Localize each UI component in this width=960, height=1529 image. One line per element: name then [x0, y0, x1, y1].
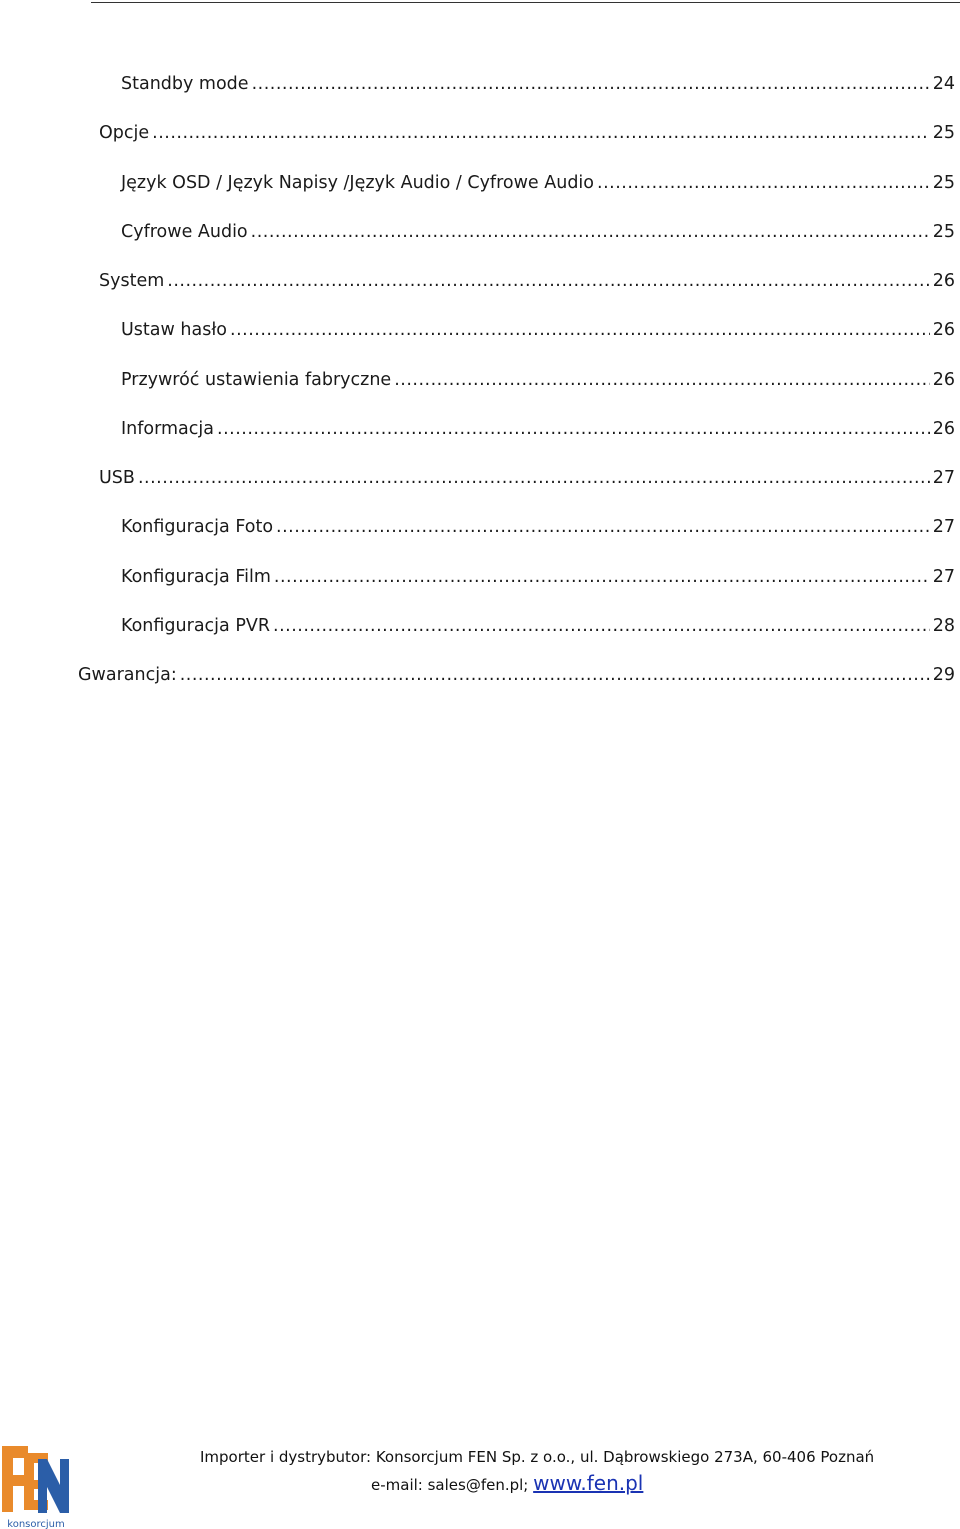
- toc-dot-leader: [273, 616, 930, 636]
- toc-entry-title: Opcje: [99, 123, 150, 144]
- logo-subtext: konsorcjum: [7, 1519, 65, 1529]
- toc-page-number: 28: [932, 615, 955, 636]
- toc-entry-title: Przywróć ustawienia fabryczne: [121, 369, 392, 390]
- toc-page-number: 26: [932, 369, 955, 390]
- toc-entry[interactable]: [99, 468, 955, 494]
- toc-dot-leader: [180, 665, 930, 685]
- toc-page-number: 25: [932, 221, 955, 242]
- top-rule: [91, 2, 960, 3]
- toc-page-number: 27: [932, 517, 955, 538]
- toc-entry[interactable]: [121, 222, 955, 248]
- toc-entry[interactable]: [99, 271, 955, 297]
- importer-info: Importer i dystrybutor: Konsorcjum FEN Sp. z o.o., ul. Dąbrowskiego 273A, 60-406 Poznań: [200, 1448, 875, 1466]
- toc-page-number: 26: [932, 418, 955, 439]
- toc-dot-leader: [217, 419, 930, 439]
- toc-dot-leader: [276, 517, 930, 537]
- toc-dot-leader: [251, 222, 930, 242]
- toc-entry-title: Ustaw hasło: [121, 320, 227, 341]
- toc-dot-leader: [274, 567, 930, 587]
- toc-page-number: 25: [932, 123, 955, 144]
- toc-entry[interactable]: [121, 616, 955, 642]
- toc-dot-leader: [152, 123, 930, 143]
- toc-entry[interactable]: [121, 517, 955, 543]
- toc-entry[interactable]: [78, 665, 955, 691]
- toc-dot-leader: [597, 173, 930, 193]
- website-link[interactable]: www.fen.pl: [533, 1471, 644, 1495]
- toc-entry[interactable]: [121, 370, 955, 396]
- toc-entry-title: System: [99, 271, 165, 291]
- toc-entry-title: Język OSD / Język Napisy /Język Audio / Cyfrowe Audio: [121, 172, 594, 193]
- toc-dot-leader: [138, 468, 930, 488]
- toc-entry[interactable]: [121, 320, 955, 346]
- toc-entry-title: Informacja: [121, 418, 214, 439]
- toc-entry-title: Standby mode: [121, 74, 249, 94]
- toc-page-number: 29: [932, 665, 955, 685]
- toc-page-number: 26: [932, 320, 955, 341]
- toc-page-number: 26: [932, 271, 955, 291]
- toc-page-number: 27: [932, 566, 955, 587]
- toc-page-number: 24: [932, 74, 955, 94]
- toc-entry-title: Konfiguracja PVR: [121, 615, 270, 636]
- fen-logo-icon: [0, 1443, 72, 1529]
- toc-dot-leader: [394, 370, 930, 390]
- toc-entry-title: Konfiguracja Foto: [121, 517, 274, 538]
- toc-entry[interactable]: [121, 74, 955, 100]
- email-text: e-mail: sales@fen.pl;: [371, 1476, 529, 1494]
- toc-entry[interactable]: [121, 567, 955, 593]
- toc-dot-leader: [230, 320, 930, 340]
- toc-entry-title: Konfiguracja Film: [121, 566, 271, 587]
- toc-dot-leader: [252, 74, 930, 94]
- toc-entry-title: USB: [99, 468, 135, 488]
- toc-entry-title: Cyfrowe Audio: [121, 221, 248, 242]
- toc-dot-leader: [167, 271, 929, 291]
- toc-entry-title: Gwarancja:: [78, 665, 177, 685]
- page-footer: [0, 1430, 960, 1529]
- toc-entry[interactable]: [121, 419, 955, 445]
- toc-page-number: 25: [932, 172, 955, 193]
- toc-entry[interactable]: [99, 123, 955, 149]
- toc-page-number: 27: [932, 468, 955, 488]
- contact-info: [371, 1471, 643, 1495]
- toc-entry[interactable]: [121, 173, 955, 199]
